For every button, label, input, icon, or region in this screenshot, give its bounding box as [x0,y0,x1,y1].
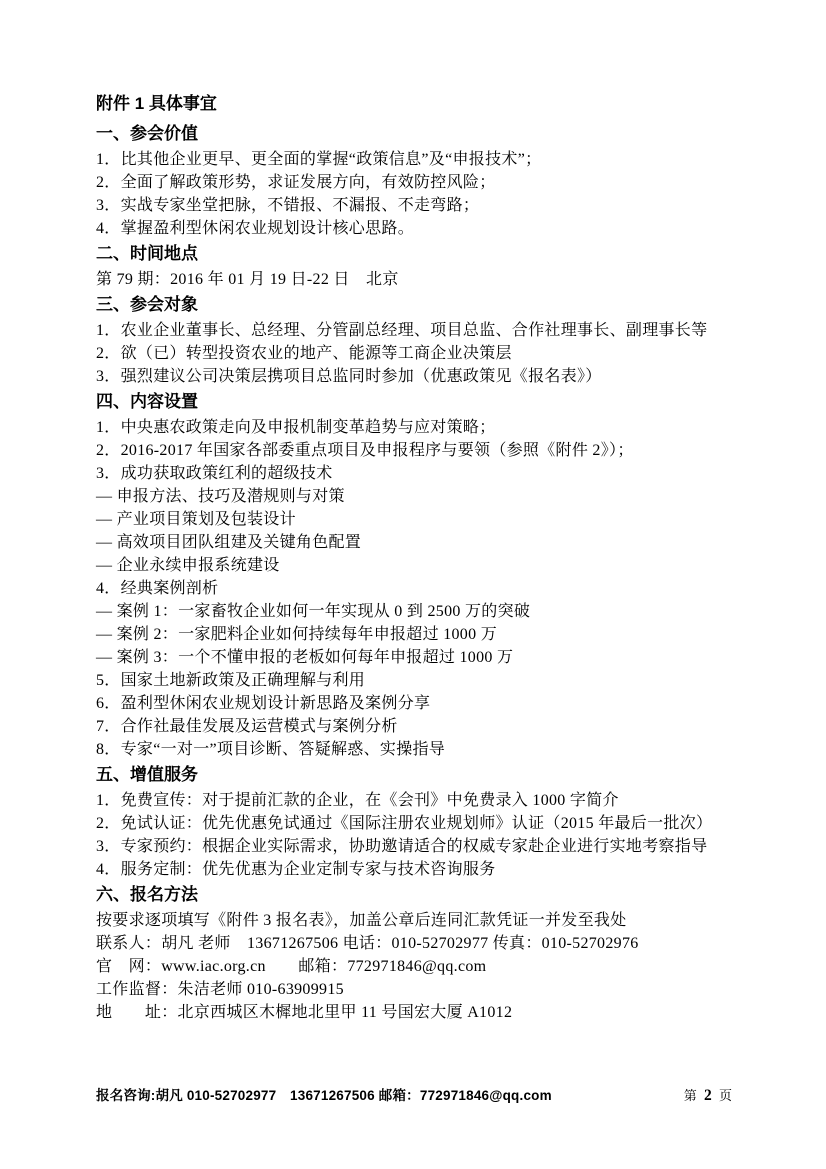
body-line: 3．强烈建议公司决策层携项目总监同时参加（优惠政策见《报名表》） [96,368,602,385]
body-line: 4．服务定制：优先优惠为企业定制专家与技术咨询服务 [96,861,496,878]
page-number-prefix: 第 [683,1088,699,1103]
sections-container [96,124,738,1024]
body-line: 1．农业企业董事长、总经理、分管副总经理、项目总监、合作社理事长、副理事长等 [96,322,708,339]
body-line: 7．合作社最佳发展及运营模式与案例分析 [96,718,398,735]
body-line: 2．2016-2017 年国家各部委重点项目及申报程序与要领（参照《附件 2》）； [96,442,634,459]
body-line: 工作监督：朱洁老师 010-63909915 [96,981,344,998]
body-line: 第 79 期：2016 年 01 月 19 日-22 日 北京 [96,271,399,288]
body-line: 3．成功获取政策红利的超级技术 [96,465,333,482]
body-line: — 高效项目团队组建及关键角色配置 [96,534,362,551]
section-heading: 一、参会价值 [96,124,198,143]
body-line: 2．全面了解政策形势，求证发展方向，有效防控风险； [96,174,496,191]
body-line: — 产业项目策划及包装设计 [96,511,296,528]
body-line: — 申报方法、技巧及潜规则与对策 [96,488,345,505]
page-number-value: 2 [703,1087,714,1104]
body-line: 地 址：北京西城区木樨地北里甲 11 号国宏大厦 A1012 [96,1004,513,1021]
body-line: 8．专家“一对一”项目诊断、答疑解惑、实操指导 [96,741,446,758]
body-line: — 案例 1：一家畜牧企业如何一年实现从 0 到 2500 万的突破 [96,603,531,620]
body-line: 1．比其他企业更早、更全面的掌握“政策信息”及“申报技术”； [96,151,542,168]
section-heading: 二、时间地点 [96,244,198,263]
body-line: 1．中央惠农政策走向及申报机制变革趋势与应对策略； [96,419,496,436]
body-line: 3．实战专家坐堂把脉，不错报、不漏报、不走弯路； [96,197,480,214]
body-line: 4．经典案例剖析 [96,580,219,597]
body-line: 3．专家预约：根据企业实际需求，协助邀请适合的权威专家赴企业进行实地考察指导 [96,838,708,855]
body-line: 5．国家土地新政策及正确理解与利用 [96,672,366,689]
document-title: 附件 1 具体事宜 [96,94,217,113]
body-line: 联系人：胡凡 老师 13671267506 电话：010-52702977 传真：010-52702976 [96,935,639,952]
page-number [684,1085,734,1105]
page-number-suffix: 页 [718,1088,734,1103]
document-content [96,94,738,1024]
body-line: — 案例 2：一家肥料企业如何持续每年申报超过 1000 万 [96,626,498,643]
body-line: — 案例 3：一个不懂申报的老板如何每年申报超过 1000 万 [96,649,514,666]
section-heading: 四、内容设置 [96,392,198,411]
body-line: 1．免费宣传：对于提前汇款的企业，在《会刊》中免费录入 1000 字简介 [96,792,619,809]
body-line: 按要求逐项填写《附件 3 报名表》，加盖公章后连同汇款凭证一并发至我处 [96,912,627,929]
page-footer [96,1084,734,1105]
footer-contact: 报名咨询:胡凡 010-52702977 13671267506 邮箱：772971846@qq.com [96,1088,552,1103]
body-line: 4．掌握盈利型休闲农业规划设计核心思路。 [96,220,415,237]
body-line: 6．盈利型休闲农业规划设计新思路及案例分享 [96,695,431,712]
body-line: 官 网：www.iac.org.cn 邮箱：772971846@qq.com [96,958,487,975]
section-heading: 五、增值服务 [96,765,198,784]
section-heading: 六、报名方法 [96,885,198,904]
section-heading: 三、参会对象 [96,295,198,314]
body-line: 2．欲（已）转型投资农业的地产、能源等工商企业决策层 [96,345,512,362]
body-line: — 企业永续申报系统建设 [96,557,280,574]
body-line: 2．免试认证：优先优惠免试通过《国际注册农业规划师》认证（2015 年最后一批次） [96,815,713,832]
